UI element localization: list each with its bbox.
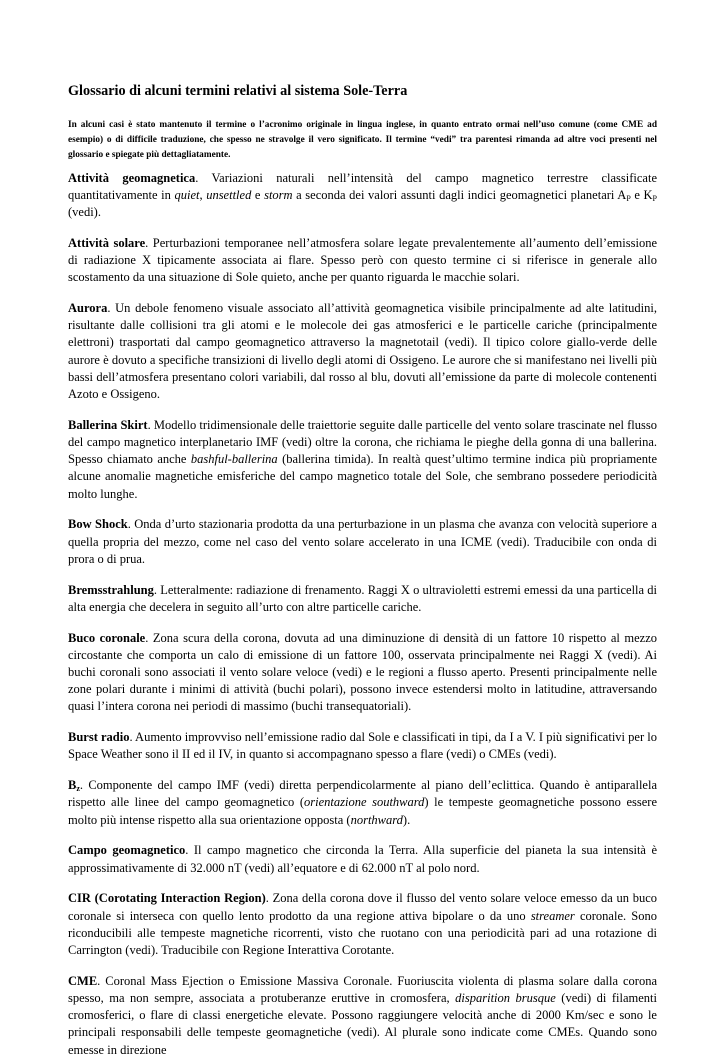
entry-text: . Zona scura della corona, dovuta ad una diminuzione di densità di un fattore 10 rispetto al mezzo circostante che comporta un calo di emissione di un fattore 100, osservata principalmente nei Raggi X (vedi). Ai buchi coronali sono associati il vento solare veloce (vedi) e le regioni a flusso aperto. Presenti principalmente nelle zone polari durante i minimi di attività (buchi polari), possono invece estendersi molto in latitudine, attraversando quasi l’intera corona nei periodi di massimo (buchi transequatoriali). <box>68 630 657 714</box>
subscript: z <box>76 784 80 794</box>
entry-cir <box>68 890 657 959</box>
entry-term: Ballerina Skirt <box>68 417 148 432</box>
entry-attivita-solare <box>68 235 657 287</box>
entry-term: Attività solare <box>68 235 146 250</box>
subscript: P <box>626 193 631 203</box>
entry-italic: storm <box>264 187 293 202</box>
entry-text: . Aumento improvviso nell’emissione radio dal Sole e classificati in tipi, da I a V. I più significativi per lo Space Weather sono il II ed il IV, in quanto si accompagnano spesso a flare (vedi) o CMEs (vedi). <box>68 730 657 762</box>
entry-text: . Perturbazioni temporanee nell’atmosfera solare legate prevalentemente all’aumento dell’emissione di radiazione X tipicamente associata ai flare. Spesso però con questo termine ci si riferisce in generale allo scostamento da una situazione di Sole quieto, anche per quanto riguarda le macchie solari. <box>68 235 657 285</box>
entry-term: CIR (Corotating Interaction Region) <box>68 891 266 906</box>
entry-text: (ballerina timida). In realtà quest’ultimo termine indica più propriamente alcune anomalie magnetiche emisferiche del campo magnetico totale del Sole, che sembrano possedere periodicità molto lunghe. <box>68 452 657 501</box>
entry-text: ) le tempeste geomagnetiche possono essere molto più intense rispetto alla sua orientazione opposta ( <box>68 795 657 827</box>
entry-text: . Coronal Mass Ejection o Emissione Massiva Coronale. Fuoriuscita violenta di plasma solare dalla corona spesso, ma non sempre, associata a protuberanze eruttive in cromosfera, <box>68 973 657 1006</box>
entry-italic: unsettled <box>206 187 252 202</box>
entry-ballerina-skirt <box>68 417 657 503</box>
entry-text: . Il campo magnetico che circonda la Terra. Alla superficie del pianeta la sua intensità è approssimativamente di 32.000 nT (vedi) all’equatore e di 62.000 nT al polo nord. <box>68 843 657 875</box>
entry-cme <box>68 973 657 1059</box>
entry-term: Aurora <box>68 301 108 316</box>
entry-burst-radio <box>68 729 657 763</box>
entry-italic: disparition brusque <box>455 991 556 1006</box>
entry-italic: orientazione southward <box>304 795 425 810</box>
entry-aurora <box>68 300 657 403</box>
entry-attivita-geomagnetica <box>68 170 657 222</box>
entry-term: Burst radio <box>68 730 130 745</box>
page-title: Glossario di alcuni termini relativi al sistema Sole-Terra <box>68 83 408 99</box>
entry-bz <box>68 777 657 829</box>
entry-bow-shock <box>68 516 657 568</box>
entry-bremsstrahlung <box>68 582 657 616</box>
entry-text: e K <box>630 187 653 202</box>
entry-text: (vedi). <box>68 205 101 220</box>
entry-text: (vedi) di filamenti cromosferici, o flare di classi energetiche elevate. Possono raggiungere velocità anche di 2000 Km/sec e sono le principali responsabili delle tempeste geomagnetiche (vedi). Al plurale sono indicate come CMEs. Quando sono emesse in direzione <box>68 991 657 1057</box>
entry-term <box>68 778 80 792</box>
entry-text: e <box>251 187 265 202</box>
entry-campo-geomagnetico <box>68 842 657 876</box>
entry-term: Bow Shock <box>68 517 128 532</box>
entry-buco-coronale <box>68 630 657 716</box>
entry-term: CME <box>68 973 98 988</box>
entry-term-base: B <box>68 778 77 793</box>
entry-term: Campo geomagnetico <box>68 843 186 858</box>
entry-italic: bashful-ballerina <box>190 452 278 467</box>
entry-text: ). <box>402 812 411 827</box>
entry-text: . Letteralmente: radiazione di frenamento. Raggi X o ultravioletti estremi emessi da una particella di alta energia che decelera in seguito all’urto con altre particelle cariche. <box>68 582 657 614</box>
entry-text: . Un debole fenomeno visuale associato all’attività geomagnetica visibile principalmente ad alte latitudini, risultante dalle collisioni tra gli atomi e le molecole dei gas atmosferici e le particelle cariche (principalmente elettroni) trasportati dal campo geomagnetico attraverso la magnetotail (vedi). Il tipico colore giallo-verde delle aurore è dovuto a specifiche transizioni di livello degli atomi di Ossigeno. Le aurore che si manifestano nei livelli più bassi dell’atmosfera presentano colori variabili, dal rosso al blu, dovuti all’emissione da parte di molecole contenenti Azoto e Ossigeno. <box>68 301 657 402</box>
entry-italic: quiet <box>174 187 200 202</box>
entry-term: Bremsstrahlung <box>68 582 154 597</box>
entry-text: a seconda dei valori assunti dagli indici geomagnetici planetari A <box>292 187 627 202</box>
entry-text: . Onda d’urto stazionaria prodotta da una perturbazione in un plasma che avanza con velocità superiore a quella propria del mezzo, come nel caso del vento solare accelerato in una ICME (vedi). Traducibile con onda di prora o di prua. <box>68 517 657 566</box>
entry-text: . Componente del campo IMF (vedi) diretta perpendicolarmente al piano dell’eclittica. Quando è antiparallela rispetto alle linee del campo geomagnetico ( <box>68 778 657 810</box>
entry-text: . Zona della corona dove il flusso del vento solare veloce emesso da un buco coronale si interseca con quello lento prodotto da una regione attiva bipolare o da uno <box>68 891 657 923</box>
entry-italic: streamer <box>530 908 575 923</box>
entry-text: , <box>199 187 207 202</box>
entry-text: coronale. Sono riconducibili alle tempeste magnetiche ricorrenti, visto che ruotano con una periodicità pari ad una rotazione di Carrington (vedi). Traducibile con Regione Interattiva Corotante. <box>68 908 657 958</box>
entry-italic: northward <box>350 812 403 827</box>
intro-note: In alcuni casi è stato mantenuto il termine o l’acronimo originale in lingua inglese, in quanto entrato ormai nell’uso comune (come CME ad esempio) o di difficile traduzione, che spesso ne stravolge il vero significato. Il termine “vedi” tra parentesi rimanda ad altre voci presenti nel glossario e spiegate più dettagliatamente. <box>68 120 657 161</box>
entry-text: . Modello tridimensionale delle traiettorie seguite dalle particelle del vento solare trascinate nel flusso del campo magnetico interplanetario IMF (vedi) oltre la corona, che richiama le pieghe della gonna di una ballerina. Spesso chiamato anche <box>68 417 657 467</box>
subscript: P <box>652 193 657 203</box>
entry-term: Buco coronale <box>68 630 146 645</box>
entry-term: Attività geomagnetica <box>68 170 196 185</box>
entry-text: . Variazioni naturali nell’intensità del campo magnetico terrestre classificate quantitativamente in <box>68 170 658 202</box>
